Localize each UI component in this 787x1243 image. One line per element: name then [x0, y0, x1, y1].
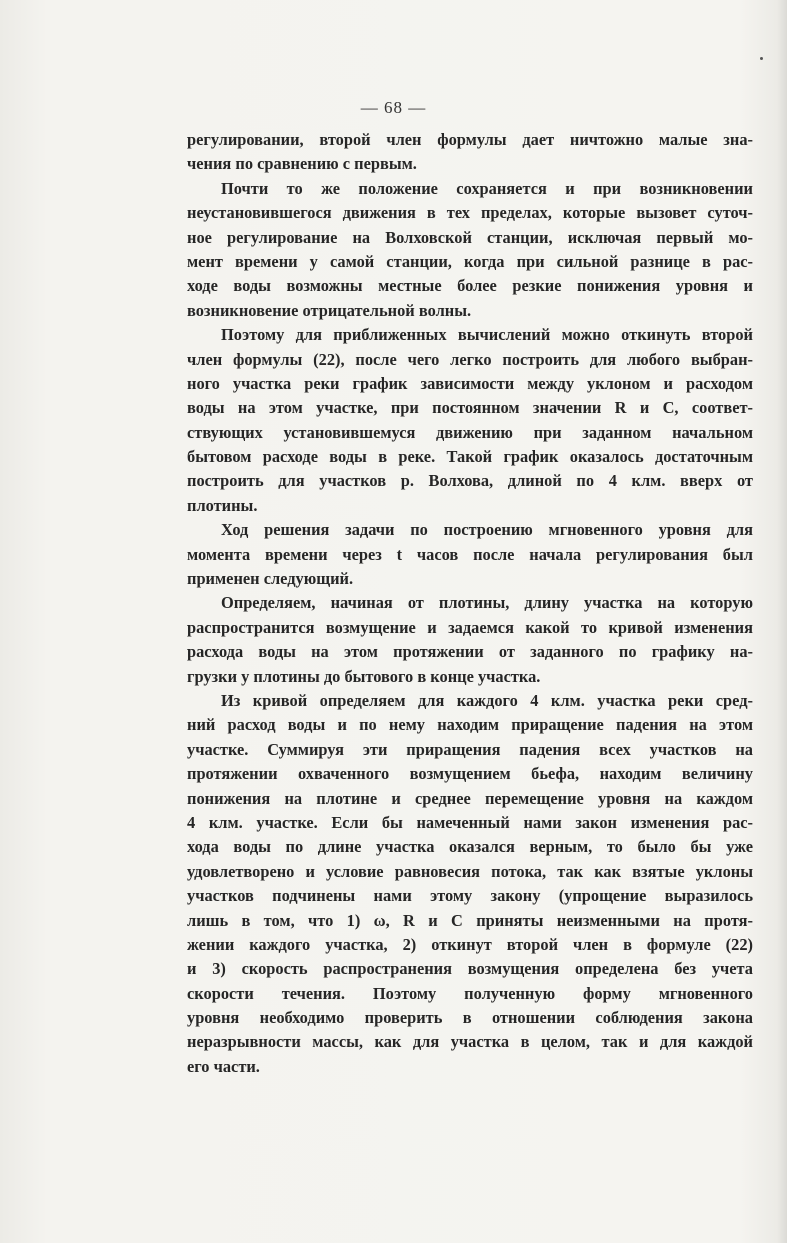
text-line: уровня необходимо проверить в отношении соблюдения закона	[187, 1008, 753, 1028]
text-line: его части.	[187, 1056, 260, 1076]
text-line: построить для участков р. Волхова, длиной по 4 клм. вверх от	[187, 471, 753, 491]
paragraph	[187, 177, 753, 323]
text-line: ходе воды возможны местные более резкие понижения уровня и	[187, 276, 753, 296]
text-line: участков подчинены нами этому закону (упрощение выразилось	[187, 886, 753, 906]
paragraph	[187, 689, 753, 1079]
body-text	[187, 128, 753, 1079]
text-line: возникновение отрицательной волны.	[187, 300, 472, 320]
text-line: распространится возмущение и задаемся какой то кривой изменения	[187, 617, 753, 637]
text-line: бытовом расходе воды в реке. Такой график оказалось достаточным	[187, 447, 753, 467]
text-line: ное регулирование на Волховской станции, исключая первый мо-	[187, 227, 753, 247]
text-line: ний расход воды и по нему находим приращение падения на этом	[187, 715, 753, 735]
text-line: 4 клм. участке. Если бы намеченный нами закон изменения рас-	[187, 812, 753, 832]
text-line: расхода воды на этом протяжении от заданного по графику на-	[187, 642, 753, 662]
text-line: Поэтому для приближенных вычислений можно откинуть второй	[221, 325, 753, 345]
text-line: момента времени через t часов после начала регулирования был	[187, 544, 753, 564]
text-line: Почти то же положение сохраняется и при возникновении	[221, 178, 753, 198]
text-line: понижения на плотине и среднее перемещение уровня на каждом	[187, 788, 753, 808]
paragraph	[187, 591, 753, 689]
text-line: неустановившегося движения в тех пределах, которые вызовет суточ-	[187, 203, 753, 223]
text-line: ствующих установившемуся движению при заданном начальном	[187, 422, 753, 442]
page-edge-shadow	[777, 0, 787, 1243]
text-line: воды на этом участке, при постоянном значении R и C, соответ-	[187, 398, 753, 418]
text-line: протяжении охваченного возмущением бьефа, находим величину	[187, 764, 753, 784]
text-line: Определяем, начиная от плотины, длину участка на которую	[221, 593, 753, 613]
text-line: лишь в том, что 1) ω, R и C приняты неизменными на протя-	[187, 910, 753, 930]
text-line: хода воды по длине участка оказался верным, то было бы уже	[187, 837, 753, 857]
text-line: регулировании, второй член формулы дает ничтожно малые зна-	[187, 130, 753, 149]
text-line: Из кривой определяем для каждого 4 клм. участка реки сред-	[221, 690, 753, 710]
paragraph	[187, 518, 753, 591]
text-line: жении каждого участка, 2) откинут второй член в формуле (22)	[187, 934, 753, 954]
text-line: неразрывности массы, как для участка в целом, так и для каждой	[187, 1032, 753, 1052]
paragraph	[187, 323, 753, 518]
scan-speck	[760, 57, 763, 60]
text-line: Ход решения задачи по построению мгновенного уровня для	[221, 520, 753, 540]
text-line: грузки у плотины до бытового в конце участка.	[187, 666, 541, 686]
text-line: удовлетворено и условие равновесия потока, так как взятые уклоны	[187, 861, 753, 881]
text-line: и 3) скорость распространения возмущения определена без учета	[187, 959, 753, 979]
text-line: ного участка реки график зависимости между уклоном и расходом	[187, 373, 753, 393]
text-line: член формулы (22), после чего легко построить для любого выбран-	[187, 349, 753, 369]
text-line: чения по сравнению с первым.	[187, 154, 417, 174]
text-line: применен следующий.	[187, 569, 354, 589]
page-number: — 68 —	[360, 98, 427, 117]
text-line: участке. Суммируя эти приращения падения всех участков на	[187, 739, 753, 759]
text-line: плотины.	[187, 495, 258, 515]
text-line: скорости течения. Поэтому полученную форму мгновенного	[187, 983, 753, 1003]
paragraph	[187, 128, 753, 177]
text-line: мент времени у самой станции, когда при сильной разнице в рас-	[187, 251, 753, 271]
